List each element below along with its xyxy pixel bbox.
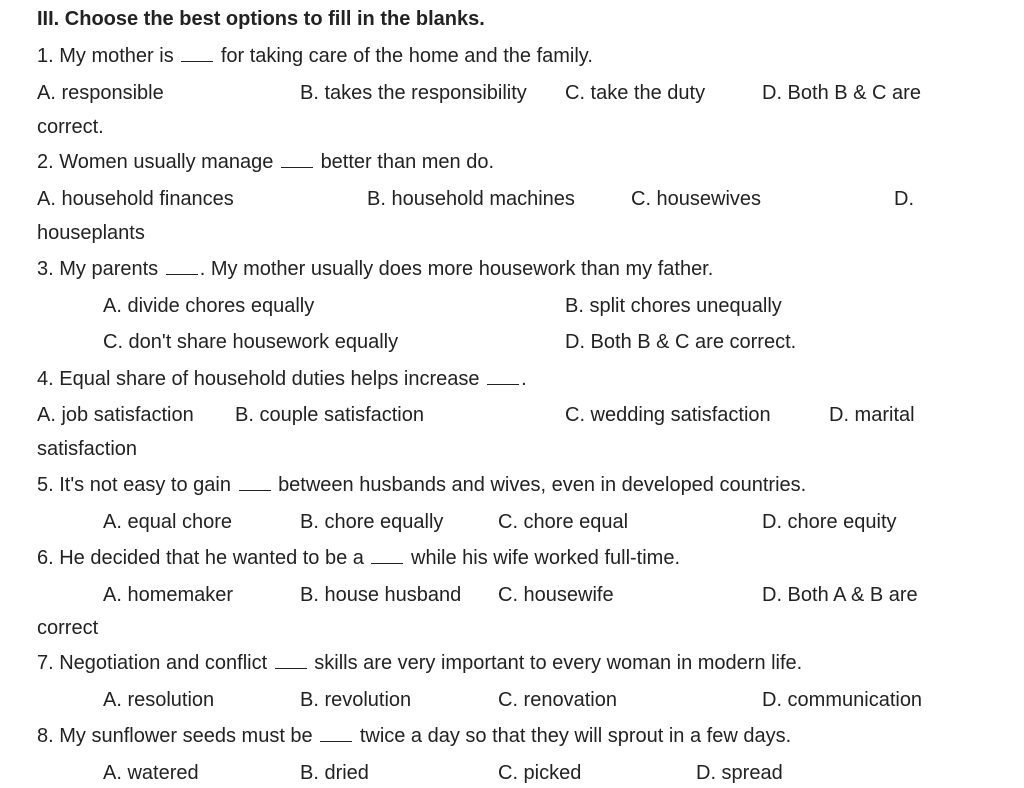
question-3-option-c[interactable]: C. don't share housework equally xyxy=(103,331,399,353)
question-3-stem-before: 3. My parents xyxy=(37,258,159,280)
question-6-option-d[interactable]: D. Both A & B are xyxy=(762,584,918,606)
question-8-stem xyxy=(37,724,791,748)
question-1-option-d[interactable]: D. Both B & C are xyxy=(762,82,921,104)
question-6-option-a[interactable]: A. homemaker xyxy=(103,584,234,606)
question-8-option-b[interactable]: B. dried xyxy=(300,762,369,784)
question-1-option-d-continuation: correct. xyxy=(37,116,104,138)
question-8-option-d[interactable]: D. spread xyxy=(696,762,783,784)
question-5-option-b[interactable]: B. chore equally xyxy=(300,511,444,533)
question-3-option-a[interactable]: A. divide chores equally xyxy=(103,295,315,317)
question-2-option-b[interactable]: B. household machines xyxy=(367,188,575,210)
question-2-stem xyxy=(37,150,494,174)
question-8-stem-after: twice a day so that they will sprout in a few days. xyxy=(359,725,792,747)
question-5-stem xyxy=(37,473,806,497)
question-1-stem-after: for taking care of the home and the family. xyxy=(220,45,593,67)
question-2-option-d[interactable]: D. xyxy=(894,188,914,210)
question-4-option-d-continuation: satisfaction xyxy=(37,438,138,460)
answer-blank[interactable] xyxy=(239,474,271,491)
question-3-stem xyxy=(37,257,713,281)
question-7-option-d[interactable]: D. communication xyxy=(762,689,923,711)
question-2-stem-before: 2. Women usually manage xyxy=(37,151,274,173)
question-8-option-a[interactable]: A. watered xyxy=(103,762,199,784)
question-6-option-b[interactable]: B. house husband xyxy=(300,584,462,606)
answer-blank[interactable] xyxy=(166,258,198,275)
question-6-stem xyxy=(37,546,680,570)
answer-blank[interactable] xyxy=(281,151,313,168)
question-4-stem-before: 4. Equal share of household duties helps increase xyxy=(37,368,480,390)
question-7-option-c[interactable]: C. renovation xyxy=(498,689,617,711)
answer-blank[interactable] xyxy=(181,45,213,62)
question-4-option-d[interactable]: D. marital xyxy=(829,404,915,426)
question-4-stem xyxy=(37,367,527,391)
question-7-stem-after: skills are very important to every woman in modern life. xyxy=(314,652,803,674)
question-5-stem-before: 5. It's not easy to gain xyxy=(37,474,231,496)
question-3-option-b[interactable]: B. split chores unequally xyxy=(565,295,782,317)
question-8-option-c[interactable]: C. picked xyxy=(498,762,582,784)
question-1-stem-before: 1. My mother is xyxy=(37,45,174,67)
question-2-option-d-continuation: houseplants xyxy=(37,222,145,244)
question-8-stem-before: 8. My sunflower seeds must be xyxy=(37,725,313,747)
question-3-stem-after: . My mother usually does more housework than my father. xyxy=(199,258,714,280)
answer-blank[interactable] xyxy=(275,652,307,669)
question-5-option-c[interactable]: C. chore equal xyxy=(498,511,629,533)
question-7-option-a[interactable]: A. resolution xyxy=(103,689,215,711)
question-4-option-a[interactable]: A. job satisfaction xyxy=(37,404,194,426)
question-2-stem-after: better than men do. xyxy=(320,151,495,173)
question-1-option-c[interactable]: C. take the duty xyxy=(565,82,706,104)
question-6-option-d-continuation: correct xyxy=(37,617,99,639)
question-2-option-a[interactable]: A. household finances xyxy=(37,188,234,210)
question-4-stem-after: . xyxy=(521,368,527,390)
question-6-stem-before: 6. He decided that he wanted to be a xyxy=(37,547,364,569)
question-5-stem-after: between husbands and wives, even in developed countries. xyxy=(278,474,807,496)
answer-blank[interactable] xyxy=(487,368,519,385)
exercise-heading: III. Choose the best options to fill in the blanks. xyxy=(37,8,485,30)
question-7-stem xyxy=(37,651,802,675)
question-4-option-c[interactable]: C. wedding satisfaction xyxy=(565,404,771,426)
question-2-option-c[interactable]: C. housewives xyxy=(631,188,762,210)
question-5-option-a[interactable]: A. equal chore xyxy=(103,511,232,533)
question-7-stem-before: 7. Negotiation and conflict xyxy=(37,652,268,674)
question-5-option-d[interactable]: D. chore equity xyxy=(762,511,897,533)
question-6-option-c[interactable]: C. housewife xyxy=(498,584,614,606)
answer-blank[interactable] xyxy=(320,725,352,742)
question-4-option-b[interactable]: B. couple satisfaction xyxy=(235,404,424,426)
question-1-option-a[interactable]: A. responsible xyxy=(37,82,164,104)
answer-blank[interactable] xyxy=(371,547,403,564)
question-1-option-b[interactable]: B. takes the responsibility xyxy=(300,82,527,104)
question-6-stem-after: while his wife worked full-time. xyxy=(411,547,681,569)
question-3-option-d[interactable]: D. Both B & C are correct. xyxy=(565,331,797,353)
question-1-stem xyxy=(37,44,593,68)
question-7-option-b[interactable]: B. revolution xyxy=(300,689,412,711)
